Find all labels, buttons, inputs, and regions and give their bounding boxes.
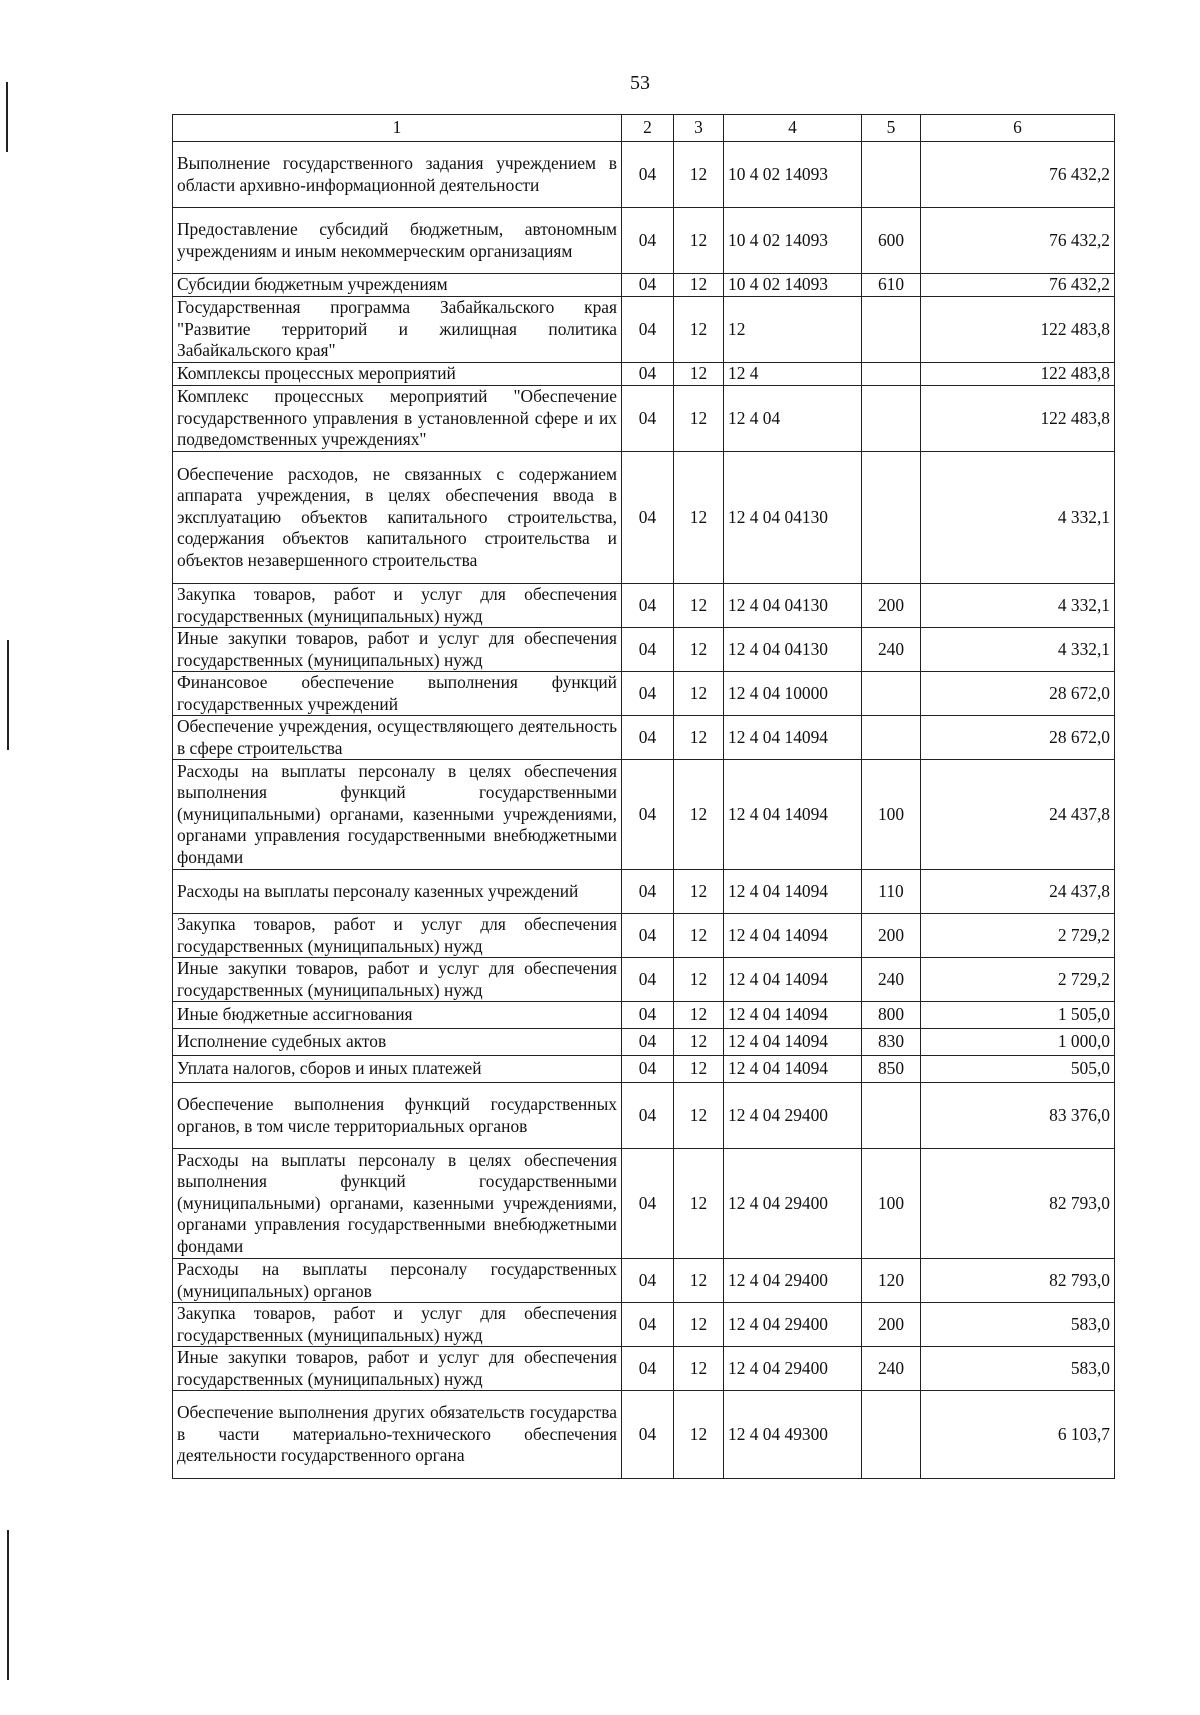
header-cell: 4: [724, 115, 862, 142]
row-subsection: 12: [674, 914, 724, 958]
row-name: Обеспечение учреждения, осуществляющего деятельность в сфере строительства: [173, 716, 622, 760]
header-cell: 3: [674, 115, 724, 142]
row-target-code: 12 4 04 14094: [724, 716, 862, 760]
row-expense-type: [862, 452, 921, 584]
scan-artifact: [6, 82, 8, 152]
row-name: Уплата налогов, сборов и иных платежей: [173, 1056, 622, 1083]
table-row: [173, 1303, 1115, 1347]
table-row: [173, 1029, 1115, 1056]
row-expense-type: 200: [862, 1303, 921, 1347]
row-section: 04: [622, 386, 674, 452]
row-name: Обеспечение выполнения других обязательств государства в части материально-технического обеспечения деятельности государственного органа: [173, 1391, 622, 1479]
row-name: Закупка товаров, работ и услуг для обеспечения государственных (муниципальных) нужд: [173, 584, 622, 628]
row-target-code: 12 4 04 29400: [724, 1347, 862, 1391]
row-amount: 24 437,8: [921, 760, 1115, 870]
row-expense-type: [862, 142, 921, 208]
row-expense-type: 240: [862, 958, 921, 1002]
row-expense-type: 610: [862, 274, 921, 297]
row-section: 04: [622, 870, 674, 914]
row-name: Предоставление субсидий бюджетным, автономным учреждениям и иным некоммерческим организациям: [173, 208, 622, 274]
row-expense-type: [862, 1083, 921, 1149]
row-subsection: 12: [674, 1391, 724, 1479]
table-row: [173, 386, 1115, 452]
table-row: [173, 142, 1115, 208]
table-row: [173, 1391, 1115, 1479]
row-subsection: 12: [674, 452, 724, 584]
row-amount: 122 483,8: [921, 386, 1115, 452]
row-name: Иные закупки товаров, работ и услуг для обеспечения государственных (муниципальных) нужд: [173, 958, 622, 1002]
row-name: Комплекс процессных мероприятий "Обеспечение государственного управления в установленной сфере и их подведомственных учреждениях": [173, 386, 622, 452]
row-section: 04: [622, 363, 674, 386]
row-amount: 4 332,1: [921, 452, 1115, 584]
row-expense-type: 600: [862, 208, 921, 274]
table-row: [173, 1056, 1115, 1083]
header-row: [173, 115, 1115, 142]
header-cell: 1: [173, 115, 622, 142]
table-row: [173, 716, 1115, 760]
row-target-code: 12 4 04 29400: [724, 1259, 862, 1303]
row-amount: 76 432,2: [921, 142, 1115, 208]
row-name: Комплексы процессных мероприятий: [173, 363, 622, 386]
row-amount: 122 483,8: [921, 363, 1115, 386]
row-expense-type: [862, 1391, 921, 1479]
row-expense-type: 240: [862, 1347, 921, 1391]
row-target-code: 12: [724, 297, 862, 363]
row-name: Финансовое обеспечение выполнения функций государственных учреждений: [173, 672, 622, 716]
row-target-code: 10 4 02 14093: [724, 142, 862, 208]
row-target-code: 12 4 04 14094: [724, 914, 862, 958]
table-row: [173, 208, 1115, 274]
row-section: 04: [622, 914, 674, 958]
row-section: 04: [622, 584, 674, 628]
row-amount: 583,0: [921, 1347, 1115, 1391]
row-section: 04: [622, 208, 674, 274]
table-row: [173, 584, 1115, 628]
row-target-code: 12 4 04 10000: [724, 672, 862, 716]
header-cell: 6: [921, 115, 1115, 142]
row-target-code: 12 4 04 49300: [724, 1391, 862, 1479]
row-target-code: 12 4 04 29400: [724, 1149, 862, 1259]
row-expense-type: [862, 716, 921, 760]
row-subsection: 12: [674, 760, 724, 870]
row-section: 04: [622, 1259, 674, 1303]
row-subsection: 12: [674, 1259, 724, 1303]
budget-table: [172, 114, 1115, 1479]
table-row: [173, 760, 1115, 870]
row-amount: 76 432,2: [921, 208, 1115, 274]
row-expense-type: 240: [862, 628, 921, 672]
row-expense-type: 120: [862, 1259, 921, 1303]
table-row: [173, 1259, 1115, 1303]
row-subsection: 12: [674, 870, 724, 914]
row-target-code: 12 4 04 14094: [724, 1002, 862, 1029]
row-expense-type: 100: [862, 760, 921, 870]
row-expense-type: 800: [862, 1002, 921, 1029]
row-target-code: 12 4 04 14094: [724, 1029, 862, 1056]
row-subsection: 12: [674, 1303, 724, 1347]
row-subsection: 12: [674, 1029, 724, 1056]
row-name: Государственная программа Забайкальского края "Развитие территорий и жилищная политика Забайкальского края": [173, 297, 622, 363]
row-target-code: 12 4 04: [724, 386, 862, 452]
row-name: Обеспечение расходов, не связанных с содержанием аппарата учреждения, в целях обеспечения ввода в эксплуатацию объектов капитального строительства, содержания объектов капитального строительства и объектов незавершенного строительства: [173, 452, 622, 584]
row-section: 04: [622, 1391, 674, 1479]
row-target-code: 12 4 04 14094: [724, 870, 862, 914]
table-row: [173, 914, 1115, 958]
scan-artifact: [7, 1530, 9, 1680]
row-expense-type: [862, 672, 921, 716]
row-amount: 583,0: [921, 1303, 1115, 1347]
row-name: Иные бюджетные ассигнования: [173, 1002, 622, 1029]
row-target-code: 12 4 04 14094: [724, 958, 862, 1002]
row-subsection: 12: [674, 958, 724, 1002]
row-subsection: 12: [674, 628, 724, 672]
row-expense-type: 200: [862, 914, 921, 958]
row-name: Исполнение судебных актов: [173, 1029, 622, 1056]
row-amount: 2 729,2: [921, 914, 1115, 958]
table-row: [173, 1149, 1115, 1259]
row-subsection: 12: [674, 297, 724, 363]
row-section: 04: [622, 297, 674, 363]
row-expense-type: [862, 386, 921, 452]
row-target-code: 10 4 02 14093: [724, 208, 862, 274]
table-row: [173, 870, 1115, 914]
header-cell: 5: [862, 115, 921, 142]
row-section: 04: [622, 958, 674, 1002]
row-section: 04: [622, 142, 674, 208]
row-target-code: 12 4 04 29400: [724, 1303, 862, 1347]
row-amount: 122 483,8: [921, 297, 1115, 363]
row-section: 04: [622, 1002, 674, 1029]
row-target-code: 10 4 02 14093: [724, 274, 862, 297]
header-cell: 2: [622, 115, 674, 142]
row-subsection: 12: [674, 1083, 724, 1149]
row-section: 04: [622, 1149, 674, 1259]
row-subsection: 12: [674, 142, 724, 208]
row-section: 04: [622, 1347, 674, 1391]
table-row: [173, 958, 1115, 1002]
row-section: 04: [622, 1056, 674, 1083]
row-amount: 1 505,0: [921, 1002, 1115, 1029]
row-name: Обеспечение выполнения функций государственных органов, в том числе территориальных органов: [173, 1083, 622, 1149]
row-name: Расходы на выплаты персоналу государственных (муниципальных) органов: [173, 1259, 622, 1303]
row-target-code: 12 4 04 04130: [724, 584, 862, 628]
page-number: 53: [630, 72, 650, 94]
table-row: [173, 1083, 1115, 1149]
row-target-code: 12 4: [724, 363, 862, 386]
row-amount: 1 000,0: [921, 1029, 1115, 1056]
row-amount: 82 793,0: [921, 1149, 1115, 1259]
table-row: [173, 363, 1115, 386]
row-subsection: 12: [674, 584, 724, 628]
row-section: 04: [622, 760, 674, 870]
row-amount: 4 332,1: [921, 584, 1115, 628]
row-name: Закупка товаров, работ и услуг для обеспечения государственных (муниципальных) нужд: [173, 1303, 622, 1347]
row-subsection: 12: [674, 1149, 724, 1259]
row-amount: 28 672,0: [921, 672, 1115, 716]
row-name: Расходы на выплаты персоналу в целях обеспечения выполнения функций государственными (муниципальными) органами, казенными учреждениями, органами управления государственными внебюджетными фондами: [173, 1149, 622, 1259]
row-target-code: 12 4 04 04130: [724, 452, 862, 584]
row-section: 04: [622, 1083, 674, 1149]
table-row: [173, 1002, 1115, 1029]
row-amount: 6 103,7: [921, 1391, 1115, 1479]
row-expense-type: 850: [862, 1056, 921, 1083]
row-target-code: 12 4 04 04130: [724, 628, 862, 672]
table-row: [173, 297, 1115, 363]
row-section: 04: [622, 1303, 674, 1347]
table-row: [173, 628, 1115, 672]
row-amount: 76 432,2: [921, 274, 1115, 297]
row-name: Субсидии бюджетным учреждениям: [173, 274, 622, 297]
row-expense-type: 100: [862, 1149, 921, 1259]
row-expense-type: [862, 297, 921, 363]
row-subsection: 12: [674, 1002, 724, 1029]
row-amount: 82 793,0: [921, 1259, 1115, 1303]
row-subsection: 12: [674, 208, 724, 274]
row-target-code: 12 4 04 14094: [724, 1056, 862, 1083]
row-amount: 28 672,0: [921, 716, 1115, 760]
row-subsection: 12: [674, 363, 724, 386]
table-row: [173, 274, 1115, 297]
row-section: 04: [622, 672, 674, 716]
row-subsection: 12: [674, 386, 724, 452]
row-amount: 505,0: [921, 1056, 1115, 1083]
row-amount: 83 376,0: [921, 1083, 1115, 1149]
row-subsection: 12: [674, 672, 724, 716]
row-amount: 4 332,1: [921, 628, 1115, 672]
row-section: 04: [622, 716, 674, 760]
row-subsection: 12: [674, 1347, 724, 1391]
row-name: Расходы на выплаты персоналу казенных учреждений: [173, 870, 622, 914]
row-target-code: 12 4 04 14094: [724, 760, 862, 870]
row-expense-type: 830: [862, 1029, 921, 1056]
row-subsection: 12: [674, 274, 724, 297]
row-section: 04: [622, 452, 674, 584]
row-section: 04: [622, 1029, 674, 1056]
scan-artifact: [7, 640, 9, 750]
row-subsection: 12: [674, 1056, 724, 1083]
row-name: Закупка товаров, работ и услуг для обеспечения государственных (муниципальных) нужд: [173, 914, 622, 958]
row-name: Расходы на выплаты персоналу в целях обеспечения выполнения функций государственными (муниципальными) органами, казенными учреждениями, органами управления государственными внебюджетными фондами: [173, 760, 622, 870]
row-target-code: 12 4 04 29400: [724, 1083, 862, 1149]
row-name: Иные закупки товаров, работ и услуг для обеспечения государственных (муниципальных) нужд: [173, 628, 622, 672]
row-expense-type: 200: [862, 584, 921, 628]
table-row: [173, 452, 1115, 584]
row-subsection: 12: [674, 716, 724, 760]
row-section: 04: [622, 274, 674, 297]
row-name: Выполнение государственного задания учреждением в области архивно-информационной деятельности: [173, 142, 622, 208]
table-row: [173, 1347, 1115, 1391]
row-section: 04: [622, 628, 674, 672]
row-amount: 2 729,2: [921, 958, 1115, 1002]
row-name: Иные закупки товаров, работ и услуг для обеспечения государственных (муниципальных) нужд: [173, 1347, 622, 1391]
row-amount: 24 437,8: [921, 870, 1115, 914]
row-expense-type: [862, 363, 921, 386]
table-row: [173, 672, 1115, 716]
row-expense-type: 110: [862, 870, 921, 914]
